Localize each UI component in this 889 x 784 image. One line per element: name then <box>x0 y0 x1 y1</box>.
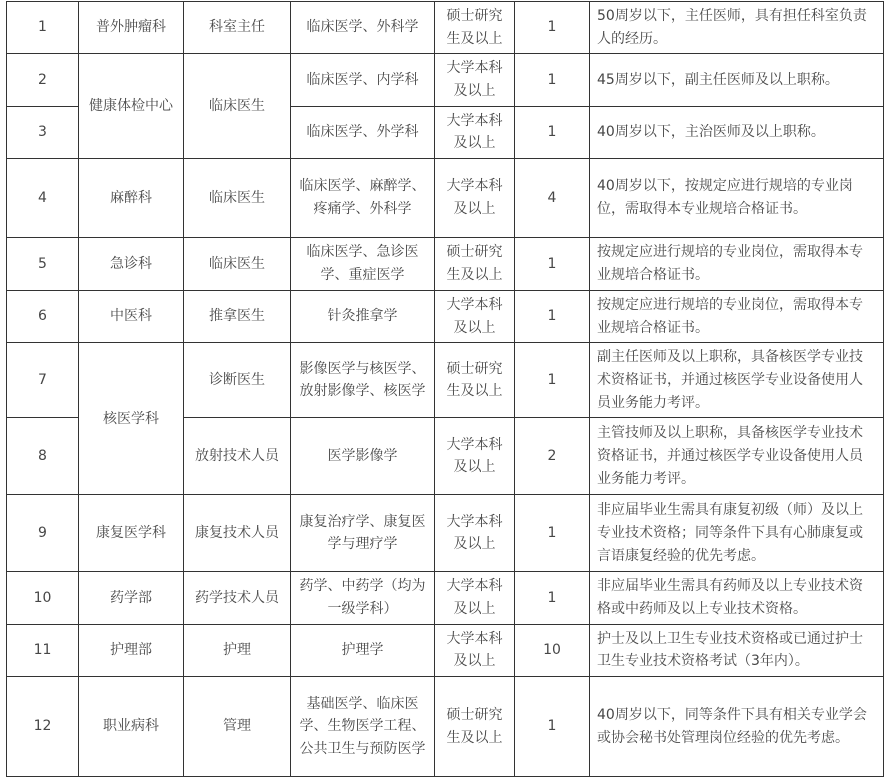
table-row <box>7 159 884 238</box>
cell-major: 康复治疗学、康复医学与理疗学 <box>291 495 435 572</box>
cell-department: 健康体检中心 <box>79 54 184 159</box>
cell-education: 大学本科及以上 <box>435 624 515 676</box>
cell-count: 1 <box>515 495 590 572</box>
cell-requirements: 副主任医师及以上职称，具备核医学专业技术资格证书，并通过核医学专业设备使用人员业务能力考评。 <box>590 343 884 418</box>
cell-department: 护理部 <box>79 624 184 676</box>
table-row <box>7 54 884 106</box>
recruitment-table <box>6 1 884 777</box>
cell-education: 大学本科及以上 <box>435 418 515 495</box>
cell-count: 2 <box>515 418 590 495</box>
cell-count: 1 <box>515 106 590 158</box>
table-row <box>7 291 884 343</box>
cell-position: 药学技术人员 <box>184 572 291 624</box>
cell-count: 1 <box>515 2 590 54</box>
cell-count: 1 <box>515 677 590 777</box>
cell-department: 中医科 <box>79 291 184 343</box>
table-row <box>7 677 884 777</box>
cell-count: 1 <box>515 238 590 291</box>
cell-education: 大学本科及以上 <box>435 106 515 158</box>
cell-major: 临床医学、外学科 <box>291 106 435 158</box>
cell-seq: 8 <box>7 418 79 495</box>
table-row <box>7 495 884 572</box>
cell-position: 管理 <box>184 677 291 777</box>
cell-requirements: 40周岁以下，按规定应进行规培的专业岗位，需取得本专业规培合格证书。 <box>590 159 884 238</box>
cell-education: 硕士研究生及以上 <box>435 677 515 777</box>
cell-position: 临床医生 <box>184 159 291 238</box>
cell-seq: 12 <box>7 677 79 777</box>
cell-seq: 11 <box>7 624 79 676</box>
cell-department: 药学部 <box>79 572 184 624</box>
cell-education: 硕士研究生及以上 <box>435 238 515 291</box>
cell-education: 大学本科及以上 <box>435 54 515 106</box>
cell-major: 临床医学、内学科 <box>291 54 435 106</box>
cell-major: 药学、中药学（均为一级学科） <box>291 572 435 624</box>
cell-education: 大学本科及以上 <box>435 291 515 343</box>
cell-position: 护理 <box>184 624 291 676</box>
cell-requirements: 按规定应进行规培的专业岗位，需取得本专业规培合格证书。 <box>590 291 884 343</box>
table-row <box>7 2 884 54</box>
cell-count: 1 <box>515 54 590 106</box>
cell-count: 4 <box>515 159 590 238</box>
cell-seq: 10 <box>7 572 79 624</box>
cell-major: 针灸推拿学 <box>291 291 435 343</box>
cell-requirements: 非应届毕业生需具有药师及以上专业技术资格或中药师及以上专业技术资格。 <box>590 572 884 624</box>
table-row <box>7 624 884 676</box>
cell-major: 护理学 <box>291 624 435 676</box>
cell-department: 康复医学科 <box>79 495 184 572</box>
cell-requirements: 主管技师及以上职称，具备核医学专业技术资格证书，并通过核医学专业设备使用人员业务能力考评。 <box>590 418 884 495</box>
cell-requirements: 40周岁以下，同等条件下具有相关专业学会或协会秘书处管理岗位经验的优先考虑。 <box>590 677 884 777</box>
cell-education: 大学本科及以上 <box>435 495 515 572</box>
cell-major: 临床医学、外科学 <box>291 2 435 54</box>
table-row <box>7 343 884 418</box>
cell-position: 临床医生 <box>184 54 291 159</box>
cell-seq: 7 <box>7 343 79 418</box>
cell-position: 康复技术人员 <box>184 495 291 572</box>
cell-count: 10 <box>515 624 590 676</box>
cell-requirements: 45周岁以下，副主任医师及以上职称。 <box>590 54 884 106</box>
cell-department: 急诊科 <box>79 238 184 291</box>
cell-major: 医学影像学 <box>291 418 435 495</box>
cell-department: 麻醉科 <box>79 159 184 238</box>
cell-seq: 4 <box>7 159 79 238</box>
cell-seq: 1 <box>7 2 79 54</box>
cell-education: 大学本科及以上 <box>435 159 515 238</box>
cell-requirements: 非应届毕业生需具有康复初级（师）及以上专业技术资格；同等条件下具有心肺康复或言语康复经验的优先考虑。 <box>590 495 884 572</box>
cell-major: 临床医学、麻醉学、疼痛学、外科学 <box>291 159 435 238</box>
cell-position: 临床医生 <box>184 238 291 291</box>
cell-position: 推拿医生 <box>184 291 291 343</box>
cell-requirements: 40周岁以下，主治医师及以上职称。 <box>590 106 884 158</box>
cell-position: 放射技术人员 <box>184 418 291 495</box>
cell-education: 硕士研究生及以上 <box>435 2 515 54</box>
cell-requirements: 50周岁以下，主任医师，具有担任科室负责人的经历。 <box>590 2 884 54</box>
cell-department: 职业病科 <box>79 677 184 777</box>
table-row <box>7 238 884 291</box>
cell-seq: 5 <box>7 238 79 291</box>
cell-department: 普外肿瘤科 <box>79 2 184 54</box>
cell-requirements: 按规定应进行规培的专业岗位，需取得本专业规培合格证书。 <box>590 238 884 291</box>
cell-department: 核医学科 <box>79 343 184 495</box>
cell-count: 1 <box>515 572 590 624</box>
cell-position: 科室主任 <box>184 2 291 54</box>
cell-requirements: 护士及以上卫生专业技术资格或已通过护士卫生专业技术资格考试（3年内）。 <box>590 624 884 676</box>
cell-count: 1 <box>515 343 590 418</box>
cell-major: 影像医学与核医学、放射影像学、核医学 <box>291 343 435 418</box>
cell-seq: 9 <box>7 495 79 572</box>
cell-major: 基础医学、临床医学、生物医学工程、公共卫生与预防医学 <box>291 677 435 777</box>
cell-count: 1 <box>515 291 590 343</box>
cell-seq: 3 <box>7 106 79 158</box>
cell-education: 硕士研究生及以上 <box>435 343 515 418</box>
table-row <box>7 572 884 624</box>
cell-seq: 2 <box>7 54 79 106</box>
cell-position: 诊断医生 <box>184 343 291 418</box>
cell-seq: 6 <box>7 291 79 343</box>
cell-major: 临床医学、急诊医学、重症医学 <box>291 238 435 291</box>
cell-education: 大学本科及以上 <box>435 572 515 624</box>
